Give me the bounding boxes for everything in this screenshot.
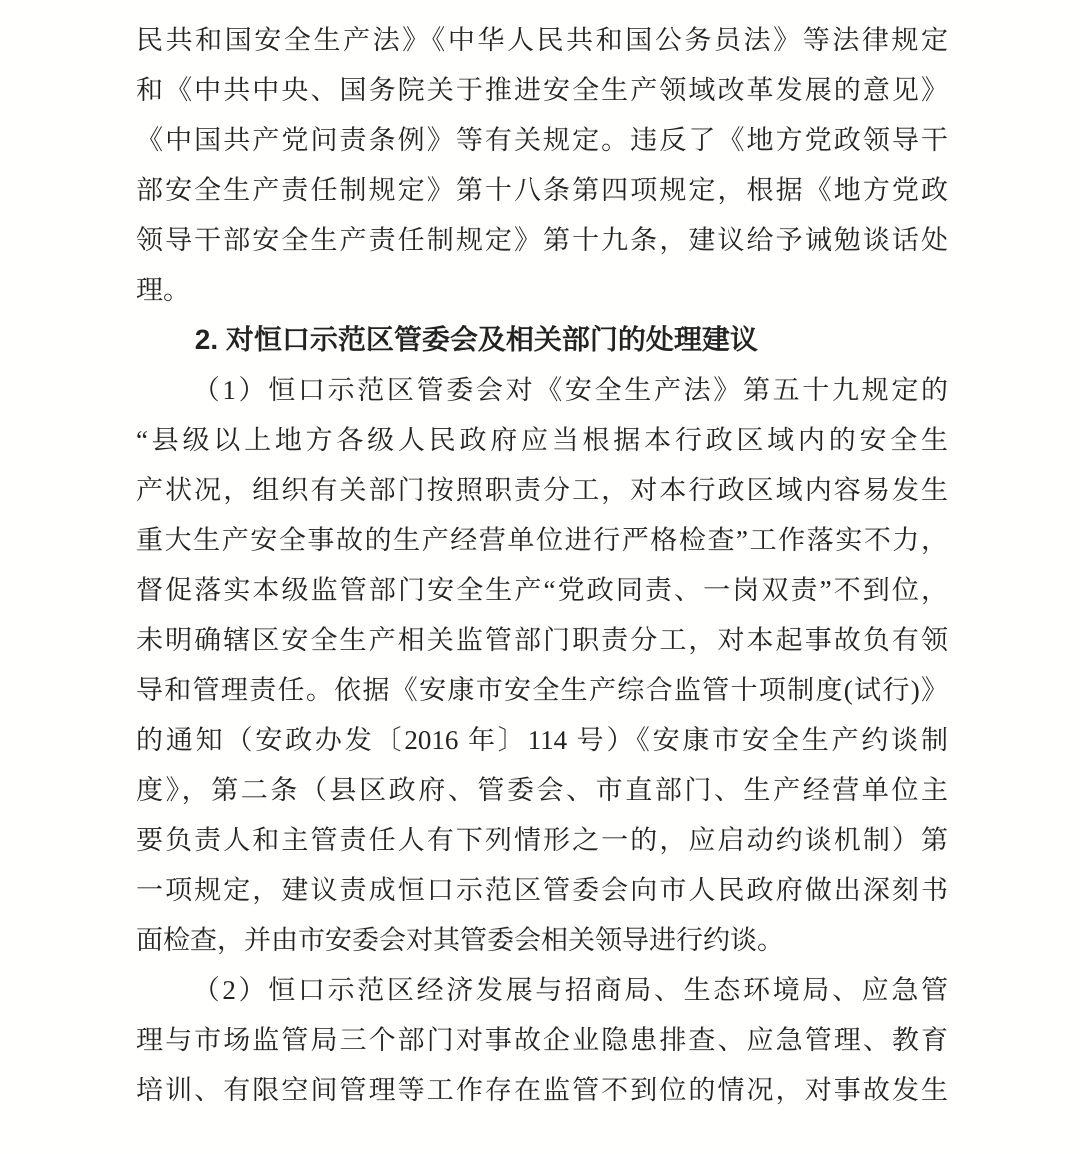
text-line: 部安全生产责任制规定》第十八条第四项规定，根据《地方党政 xyxy=(136,175,948,205)
text-line: 一项规定，建议责成恒口示范区管委会向市人民政府做出深刻书 xyxy=(136,875,948,905)
text-line: 理与市场监管局三个部门对事故企业隐患排查、应急管理、教育 xyxy=(136,1025,948,1055)
text-line: 要负责人和主管责任人有下列情形之一的，应启动约谈机制）第 xyxy=(136,825,948,855)
document-body xyxy=(136,15,948,1115)
text-line: 产状况，组织有关部门按照职责分工，对本行政区域内容易发生 xyxy=(136,475,948,505)
text-line: 领导干部安全生产责任制规定》第十九条，建议给予诫勉谈话处 xyxy=(136,225,948,255)
text-line: 培训、有限空间管理等工作存在监管不到位的情况，对事故发生 xyxy=(136,1075,948,1105)
text-line: 《中国共产党问责条例》等有关规定。违反了《地方党政领导干 xyxy=(136,125,948,155)
text-line: 重大生产安全事故的生产经营单位进行严格检查”工作落实不力， xyxy=(136,525,948,555)
text-line: （1）恒口示范区管委会对《安全生产法》第五十九规定的 xyxy=(192,375,948,405)
text-line: 未明确辖区安全生产相关监管部门职责分工，对本起事故负有领 xyxy=(136,625,948,655)
text-line: 导和管理责任。依据《安康市安全生产综合监管十项制度(试行)》 xyxy=(136,675,948,705)
text-line: 民共和国安全生产法》《中华人民共和国公务员法》等法律规定 xyxy=(136,25,948,55)
text-line: 和《中共中央、国务院关于推进安全生产领域改革发展的意见》 xyxy=(136,75,948,105)
text-line: “县级以上地方各级人民政府应当根据本行政区域内的安全生 xyxy=(136,425,948,455)
text-line: 面检查，并由市安委会对其管委会相关领导进行约谈。 xyxy=(136,925,784,955)
text-line: 的通知（安政办发〔2016 年〕114 号）《安康市安全生产约谈制 xyxy=(136,725,948,755)
text-line: 督促落实本级监管部门安全生产“党政同责、一岗双责”不到位， xyxy=(136,575,948,605)
text-line: 理。 xyxy=(136,275,190,305)
text-line: （2）恒口示范区经济发展与招商局、生态环境局、应急管 xyxy=(192,975,948,1005)
text-line: 度》，第二条（县区政府、管委会、市直部门、生产经营单位主 xyxy=(136,775,948,805)
section-heading: 2. 对恒口示范区管委会及相关部门的处理建议 xyxy=(194,324,758,355)
